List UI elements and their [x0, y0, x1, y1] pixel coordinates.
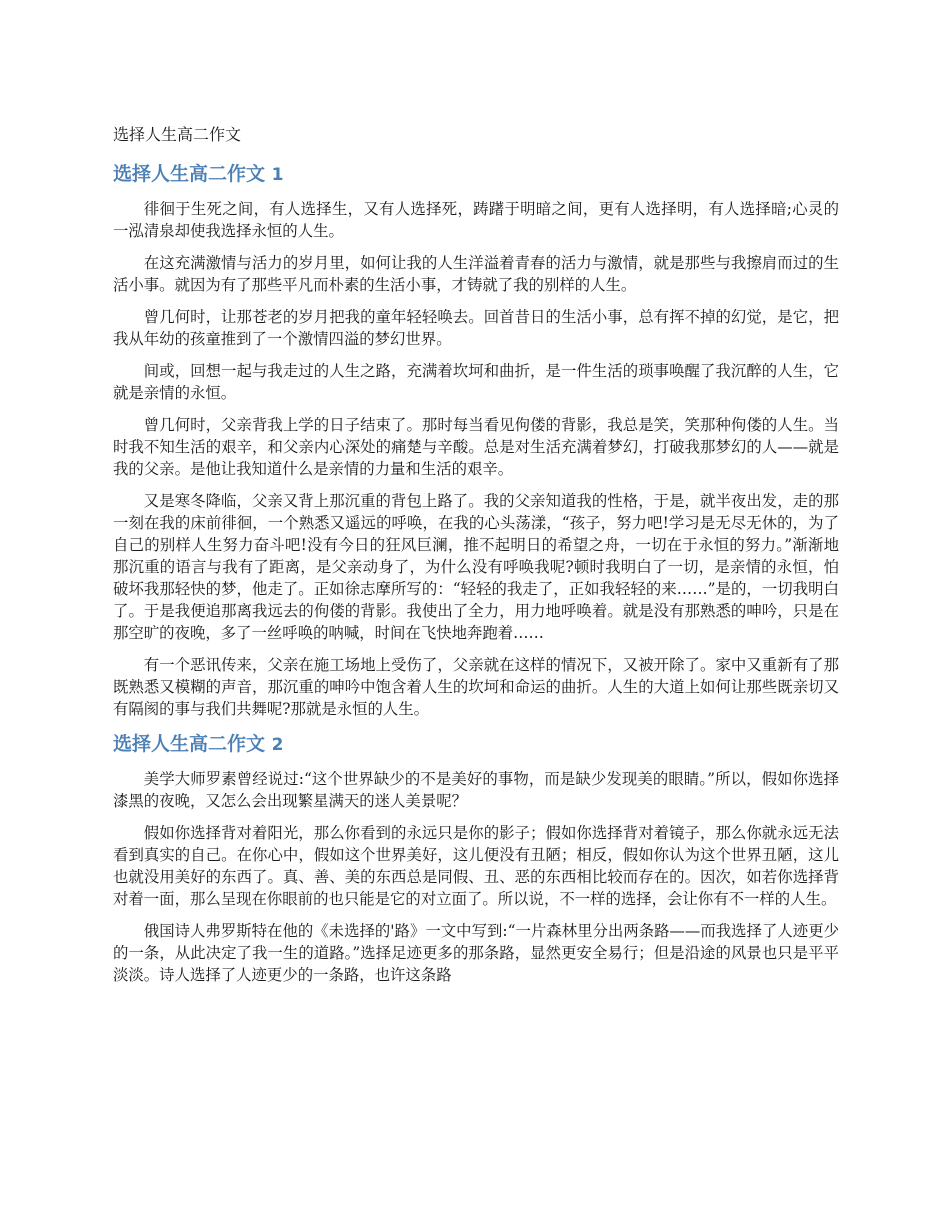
paragraph: 有一个恶讯传来，父亲在施工场地上受伤了，父亲就在这样的情况下，又被开除了。家中又重新有了那既熟悉又模糊的声音，那沉重的呻吟中饱含着人生的坎坷和命运的曲折。人生的大道上如何让那些既亲切又有隔阂的事与我们共舞呢?那就是永恒的人生。	[113, 656, 839, 718]
paragraph: 俄国诗人弗罗斯特在他的《未选择的'路》一文中写到:“一片森林里分出两条路——而我选择了人迹更少的一条，从此决定了我一生的道路。”选择足迹更多的那条路，显然更安全易行；但是沿途的风景也只是平平淡淡。诗人选择了人迹更少的一条路，也许这条路	[113, 922, 839, 984]
document-page	[113, 122, 839, 996]
section-heading-text: 选择人生高二作文	[113, 163, 266, 185]
paragraph: 曾几何时，父亲背我上学的日子结束了。那时每当看见佝偻的背影，我总是笑，笑那种佝偻的人生。当时我不知生活的艰辛，和父亲内心深处的痛楚与辛酸。总是对生活充满着梦幻，打破我那梦幻的人——就是我的父亲。是他让我知道什么是亲情的力量和生活的艰辛。	[113, 416, 839, 478]
paragraph: 美学大师罗素曾经说过:“这个世界缺少的不是美好的事物，而是缺少发现美的眼睛。”所以，假如你选择漆黑的夜晚，又怎么会出现繁星满天的迷人美景呢？	[113, 770, 839, 810]
essay-section-1	[113, 160, 839, 720]
section-number: 1	[271, 165, 284, 185]
essay-section-2	[113, 730, 839, 986]
section-heading	[113, 160, 839, 189]
paragraph: 在这充满激情与活力的岁月里，如何让我的人生洋溢着青春的活力与激情，就是那些与我擦肩而过的生活小事。就因为有了那些平凡而朴素的生活小事，才铸就了我的别样的人生。	[113, 254, 839, 294]
paragraph: 又是寒冬降临，父亲又背上那沉重的背包上路了。我的父亲知道我的性格，于是，就半夜出发，走的那一刻在我的床前徘徊，一个熟悉又遥远的呼唤，在我的心头荡漾，“孩子，努力吧!学习是无尽无休的，为了自己的别样人生努力奋斗吧!没有今日的狂风巨澜，推不起明日的希望之舟，一切在于永恒的努力。”渐渐地那沉重的语言与我有了距离，是父亲动身了，为什么没有呼唤我呢?顿时我明白了一切，是亲情的永恒，怕破坏我那轻快的梦，他走了。正如徐志摩所写的：“轻轻的我走了，正如我轻轻的来……”是的，一切我明白了。于是我便追那离我远去的佝偻的背影。我使出了全力，用力地呼唤着。就是没有那熟悉的呻吟，只是在那空旷的夜晚，多了一丝呼唤的呐喊，时间在飞快地奔跑着……	[113, 492, 839, 642]
document-title: 选择人生高二作文	[113, 125, 242, 144]
section-number: 2	[271, 735, 284, 755]
section-heading-text: 选择人生高二作文	[113, 733, 266, 755]
section-heading	[113, 730, 839, 759]
paragraph: 假如你选择背对着阳光，那么你看到的永远只是你的影子；假如你选择背对着镜子，那么你就永远无法看到真实的自己。在你心中，假如这个世界美好，这儿便没有丑陋；相反，假如你认为这个世界丑陋，这儿也就没用美好的东西了。真、善、美的东西总是同假、丑、恶的东西相比较而存在的。因次，如若你选择背对着一面，那么呈现在你眼前的也只能是它的对立面了。所以说，不一样的选择，会让你有不一样的人生。	[113, 824, 839, 908]
paragraph: 徘徊于生死之间，有人选择生，又有人选择死，踌躇于明暗之间，更有人选择明，有人选择暗;心灵的一泓清泉却使我选择永恒的人生。	[113, 200, 839, 240]
paragraph: 间或，回想一起与我走过的人生之路，充满着坎坷和曲折，是一件生活的琐事唤醒了我沉醉的人生，它就是亲情的永恒。	[113, 362, 839, 402]
paragraph: 曾几何时，让那苍老的岁月把我的童年轻轻唤去。回首昔日的生活小事，总有挥不掉的幻觉，是它，把我从年幼的孩童推到了一个激情四溢的梦幻世界。	[113, 308, 839, 348]
